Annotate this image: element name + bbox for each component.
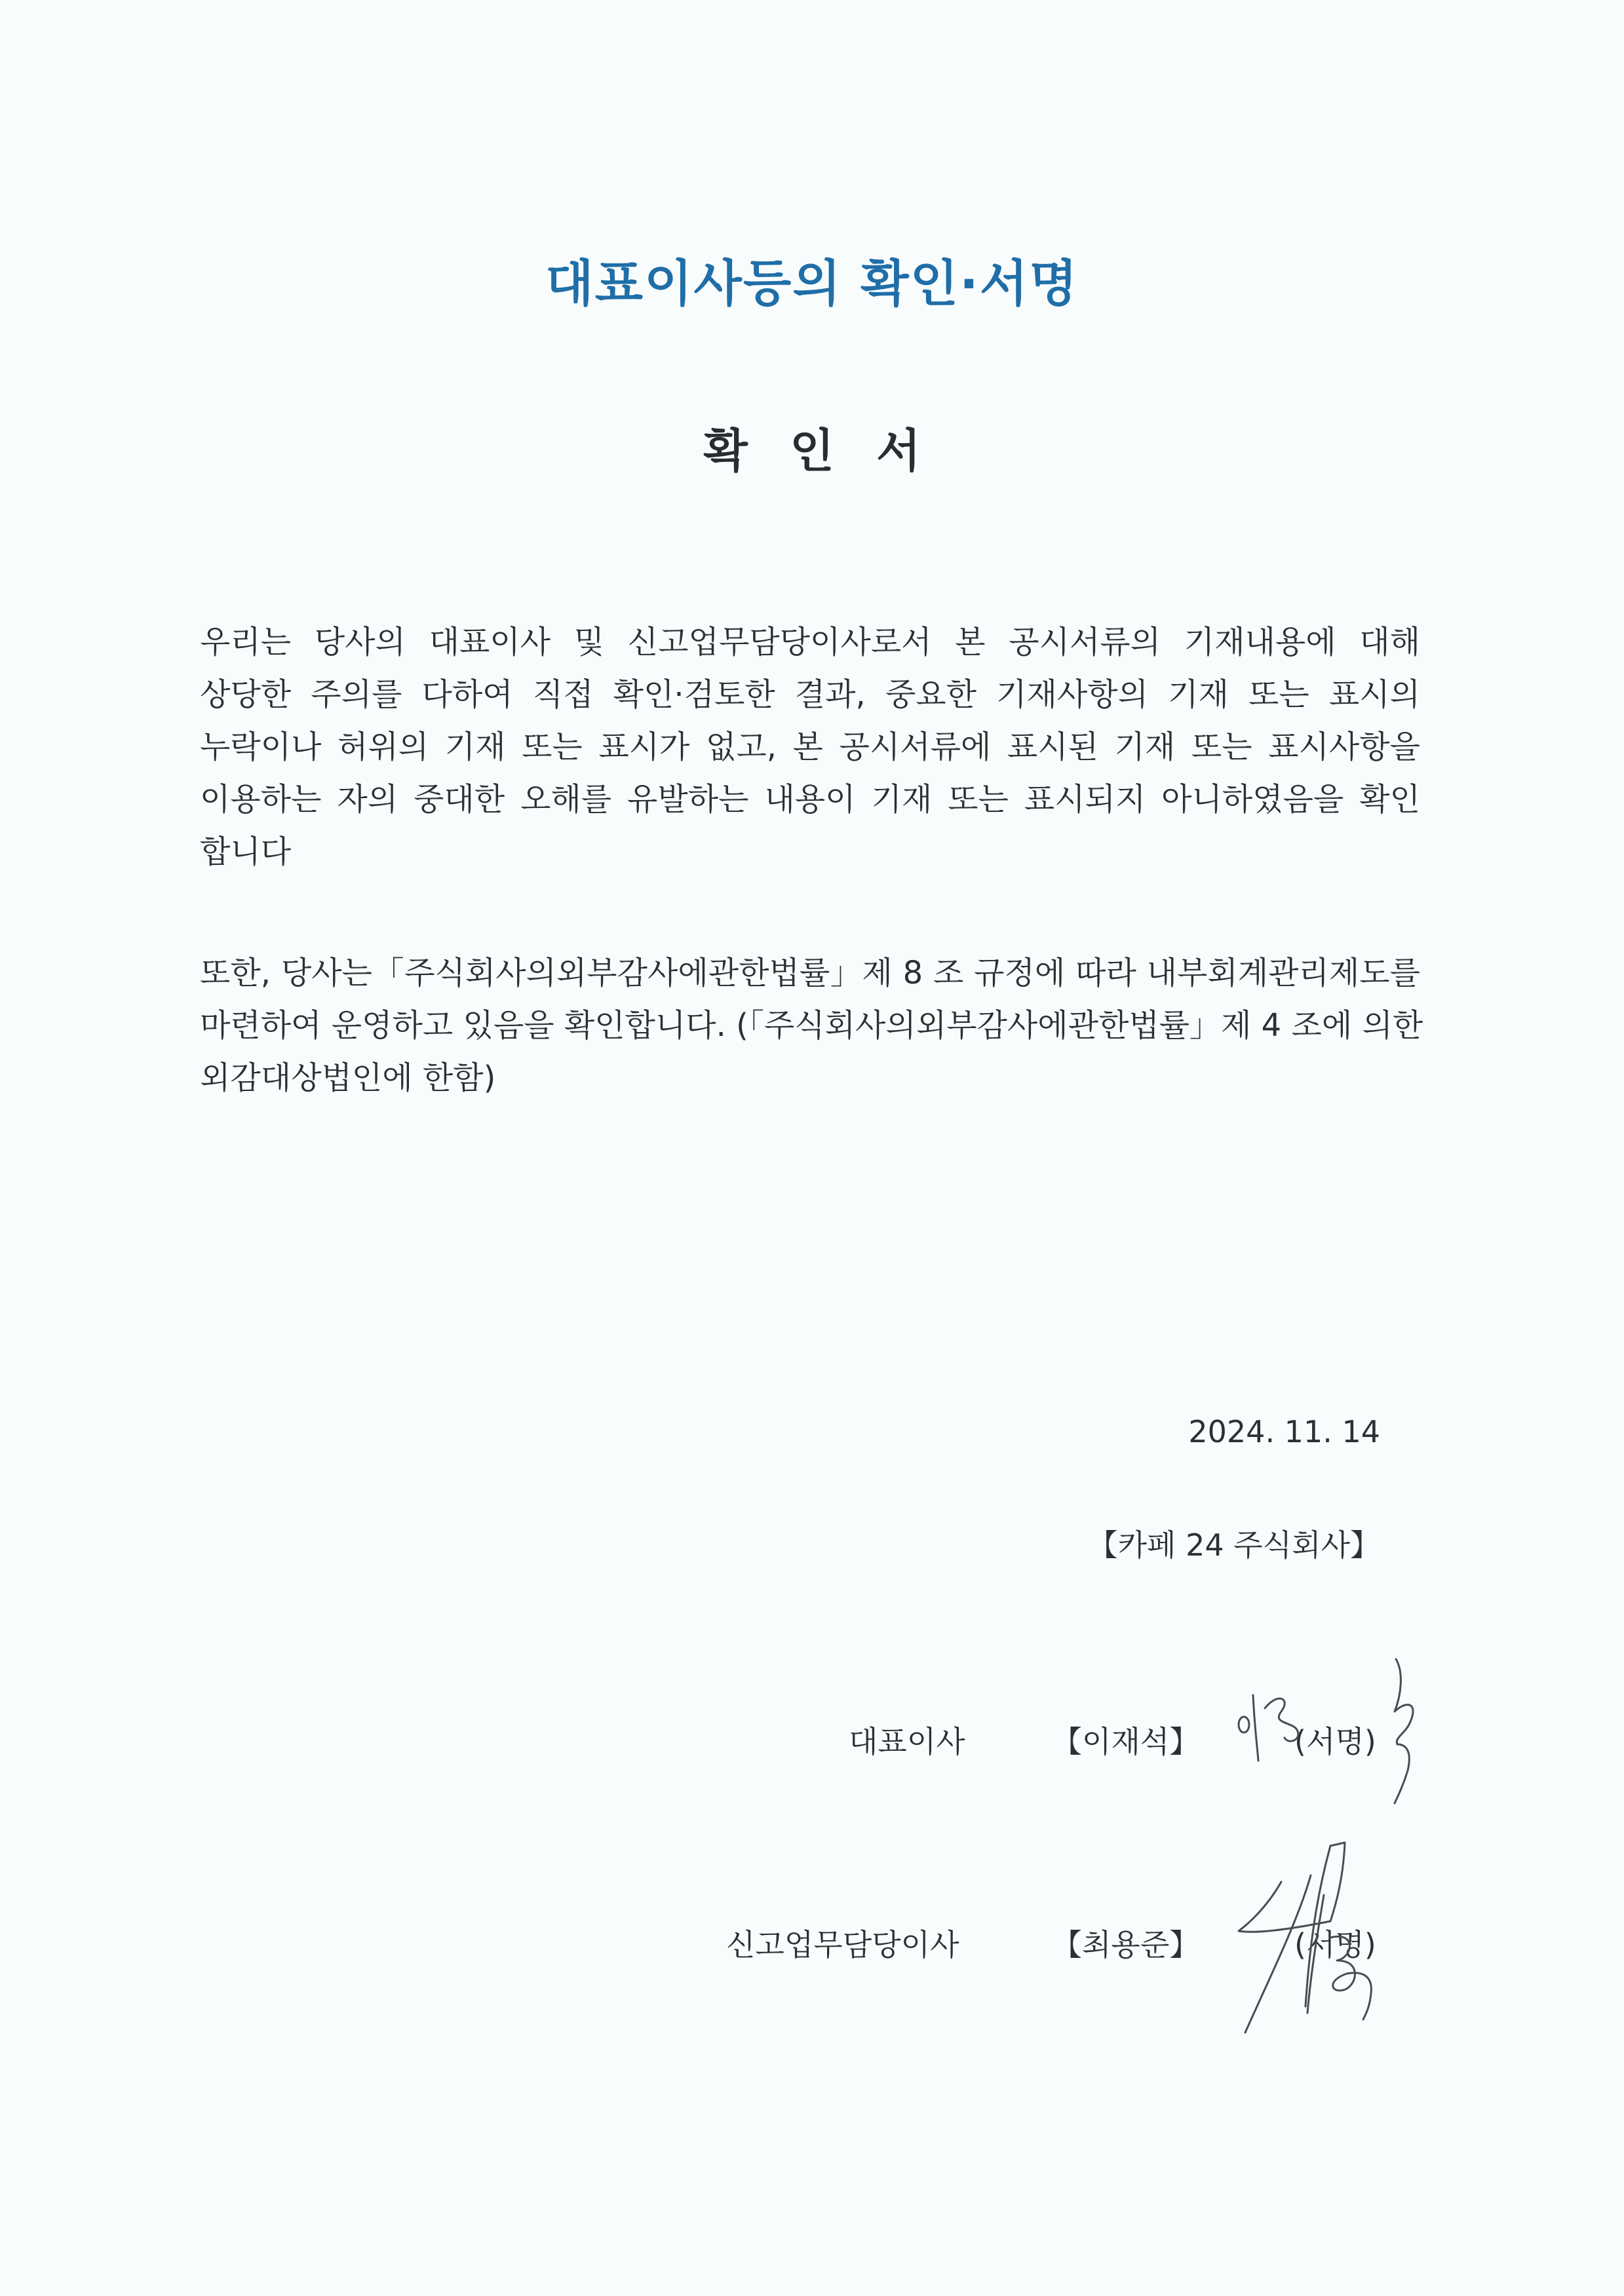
paragraph-line: 우리는 당사의 대표이사 및 신고업무담당이사로서 본 공시서류의 기재내용에 대해 bbox=[200, 624, 1420, 660]
document-date: 2024. 11. 14 bbox=[1188, 1414, 1380, 1449]
document-title: 대표이사등의 확인·서명 bbox=[545, 254, 1079, 313]
signature-label: (서명) bbox=[1294, 1724, 1376, 1759]
handwritten-signature-icon bbox=[1232, 1646, 1455, 1803]
paragraph-line: 누락이나 허위의 기재 또는 표시가 없고, 본 공시서류에 표시된 기재 또는 표시사항을 bbox=[200, 729, 1420, 765]
paragraph-line: 마련하여 운영하고 있음을 확인합니다. (「주식회사의외부감사에관한법률」제 4 조에 의한 bbox=[200, 1007, 1423, 1044]
paragraph-line: 이용하는 자의 중대한 오해를 유발하는 내용이 기재 또는 표시되지 아니하였음을 확인 bbox=[200, 781, 1420, 818]
signatory-name: 【이재석】 bbox=[1052, 1724, 1200, 1759]
signature-label: (서명) bbox=[1294, 1927, 1376, 1962]
paragraph-line: 합니다 bbox=[200, 833, 292, 870]
paragraph-line: 또한, 당사는「주식회사의외부감사에관한법률」제 8 조 규정에 따라 내부회계관리제도를 bbox=[200, 955, 1420, 991]
company-name: 【카페 24 주식회사】 bbox=[1087, 1527, 1380, 1563]
paragraph-line: 외감대상법인에 한함) bbox=[200, 1060, 496, 1096]
internal-control-paragraph bbox=[200, 947, 1423, 1104]
signatory-row-disclosure-officer bbox=[0, 1921, 1624, 1980]
paragraph-line: 상당한 주의를 다하여 직접 확인·검토한 결과, 중요한 기재사항의 기재 또는 표시의 bbox=[200, 676, 1420, 713]
signatory-name: 【최용준】 bbox=[1052, 1927, 1200, 1962]
document-subtitle: 확 인 서 bbox=[703, 424, 921, 478]
signatory-row-ceo bbox=[0, 1718, 1624, 1777]
confirmation-paragraph bbox=[200, 616, 1420, 878]
signatory-role: 신고업무담당이사 bbox=[726, 1927, 959, 1962]
signatory-role: 대표이사 bbox=[849, 1724, 965, 1759]
handwritten-signature-icon bbox=[1232, 1843, 1448, 2039]
